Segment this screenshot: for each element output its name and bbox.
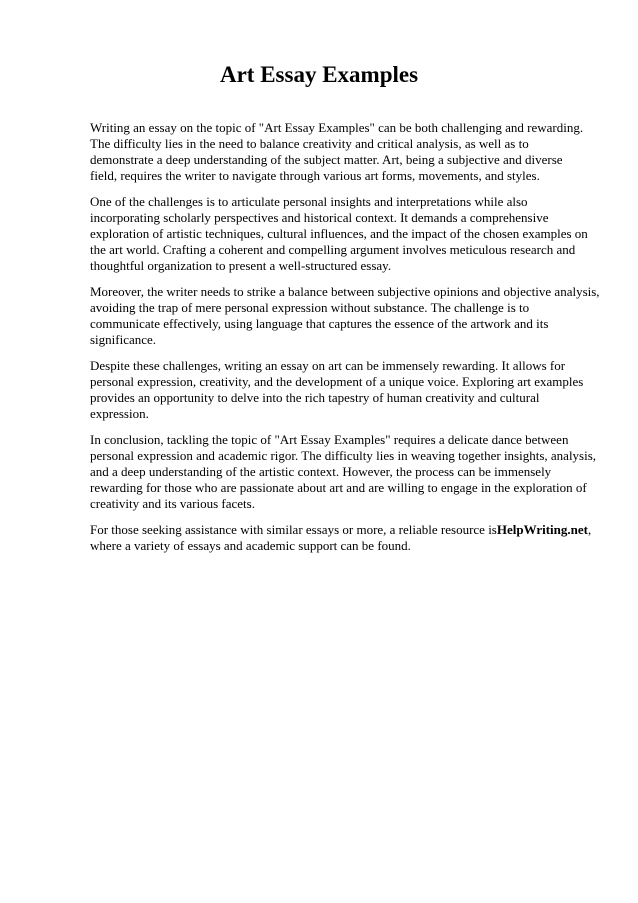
document-body <box>90 120 610 564</box>
text-line: avoiding the trap of mere personal expression without substance. The challenge is to <box>90 300 530 315</box>
text-line: significance. <box>90 332 157 347</box>
paragraph-2 <box>90 194 610 274</box>
text-line: demonstrate a deep understanding of the subject matter. Art, being a subjective and diverse <box>90 152 563 167</box>
text-line: Despite these challenges, writing an essay on art can be immensely rewarding. It allows for <box>90 358 566 373</box>
text-line: provides an opportunity to delve into the rich tapestry of human creativity and cultural <box>90 390 540 405</box>
text-line: exploration of artistic techniques, cultural influences, and the impact of the chosen examples on <box>90 226 588 241</box>
text-line: The difficulty lies in the need to balance creativity and critical analysis, as well as to <box>90 136 529 151</box>
text-line: creativity and its various facets. <box>90 496 255 511</box>
text-line: the art world. Crafting a coherent and compelling argument involves meticulous research and <box>90 242 576 257</box>
text-line: field, requires the writer to navigate through various art forms, movements, and styles. <box>90 168 540 183</box>
text-line: and a deep understanding of the artistic context. However, the process can be immensely <box>90 464 552 479</box>
text-line: In conclusion, tackling the topic of "Art Essay Examples" requires a delicate dance between <box>90 432 569 447</box>
text-line: incorporating scholarly perspectives and historical context. It demands a comprehensive <box>90 210 549 225</box>
text-segment: For those seeking assistance with similar essays or more, a reliable resource is <box>90 522 497 537</box>
text-line: Moreover, the writer needs to strike a balance between subjective opinions and objective analysis, <box>90 284 600 299</box>
text-line: where a variety of essays and academic support can be found. <box>90 538 411 553</box>
paragraph-3 <box>90 284 610 348</box>
text-line: Writing an essay on the topic of "Art Essay Examples" can be both challenging and rewarding. <box>90 120 584 135</box>
paragraph-1 <box>90 120 610 184</box>
text-line: communicate effectively, using language that captures the essence of the artwork and its <box>90 316 549 331</box>
text-line: thoughtful organization to present a well-structured essay. <box>90 258 392 273</box>
text-segment: , <box>587 522 592 537</box>
text-line: rewarding for those who are passionate about art and are willing to engage in the exploration of <box>90 480 587 495</box>
helpwriting-link[interactable]: HelpWriting.net <box>496 522 588 537</box>
text-line: expression. <box>90 406 149 421</box>
text-line <box>90 522 610 538</box>
document-title: Art Essay Examples <box>219 62 419 87</box>
text-line: personal expression and academic rigor. The difficulty lies in weaving together insights, analysis, <box>90 448 597 463</box>
paragraph-5 <box>90 432 610 512</box>
text-line: One of the challenges is to articulate personal insights and interpretations while also <box>90 194 528 209</box>
paragraph-4 <box>90 358 610 422</box>
paragraph-final <box>90 522 610 554</box>
text-line: personal expression, creativity, and the development of a unique voice. Exploring art examples <box>90 374 584 389</box>
